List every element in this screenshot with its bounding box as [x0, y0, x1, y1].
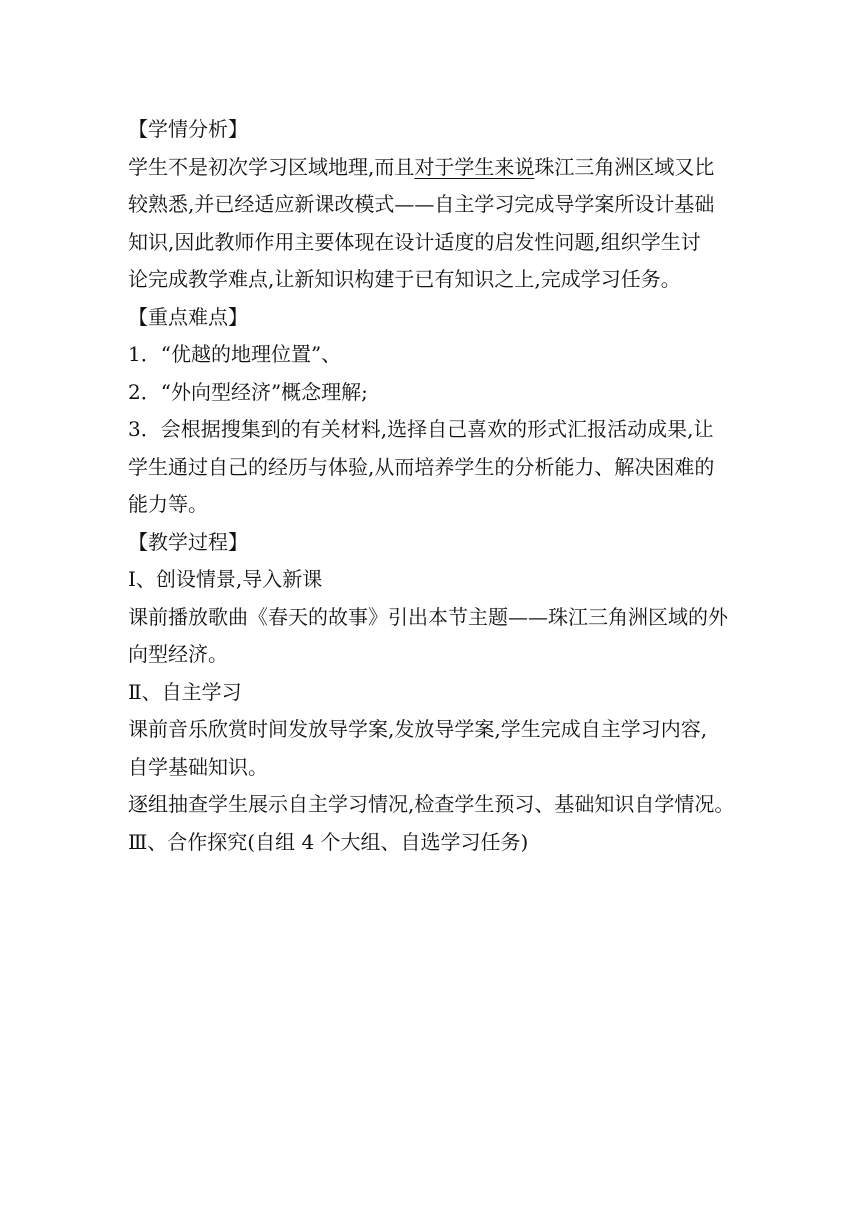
paragraph-line: 课前播放歌曲《春天的故事》引出本节主题——珠江三角洲区域的外 — [128, 604, 728, 629]
paragraph-line: 能力等。 — [128, 492, 208, 516]
document-body — [128, 111, 740, 861]
list-item: 1．“优越的地理位置”、 — [128, 342, 342, 366]
subheading: Ⅰ、创设情景,导入新课 — [128, 567, 323, 591]
paragraph-line: 自学基础知识。 — [128, 754, 268, 779]
paragraph-line: 向型经济。 — [128, 642, 228, 666]
list-item: 2．“外向型经济”概念理解; — [128, 379, 368, 404]
paragraph-line: 学生通过自己的经历与体验,从而培养学生的分析能力、解决困难的 — [128, 454, 715, 479]
paragraph-line: 课前音乐欣赏时间发放导学案,发放导学案,学生完成自主学习内容, — [128, 717, 708, 741]
text-run: 学生不是初次学习区域地理,而且 — [128, 154, 415, 179]
subheading: Ⅱ、自主学习 — [128, 679, 242, 704]
paragraph-line: 论完成教学难点,让新知识构建于已有知识之上,完成学习任务。 — [128, 267, 681, 291]
subheading: Ⅲ、合作探究(自组 4 个大组、自选学习任务) — [128, 829, 529, 854]
text-run: 珠江三角洲区域又比 — [534, 154, 715, 179]
section-heading-xueqing: 【学情分析】 — [128, 117, 248, 141]
section-heading-guocheng: 【教学过程】 — [128, 529, 248, 554]
underlined-text: 对于学生来说 — [414, 154, 535, 179]
paragraph-line: 逐组抽查学生展示自主学习情况,检查学生预习、基础知识自学情况。 — [128, 792, 735, 816]
paragraph-line: 较熟悉,并已经适应新课改模式——自主学习完成导学案所设计基础 — [128, 192, 715, 216]
paragraph-line — [128, 149, 740, 187]
list-item: 3．会根据搜集到的有关材料,选择自己喜欢的形式汇报活动成果,让 — [128, 417, 714, 441]
paragraph-line: 知识,因此教师作用主要体现在设计适度的启发性问题,组织学生讨 — [128, 229, 701, 254]
section-heading-zhongdian: 【重点难点】 — [128, 304, 248, 329]
